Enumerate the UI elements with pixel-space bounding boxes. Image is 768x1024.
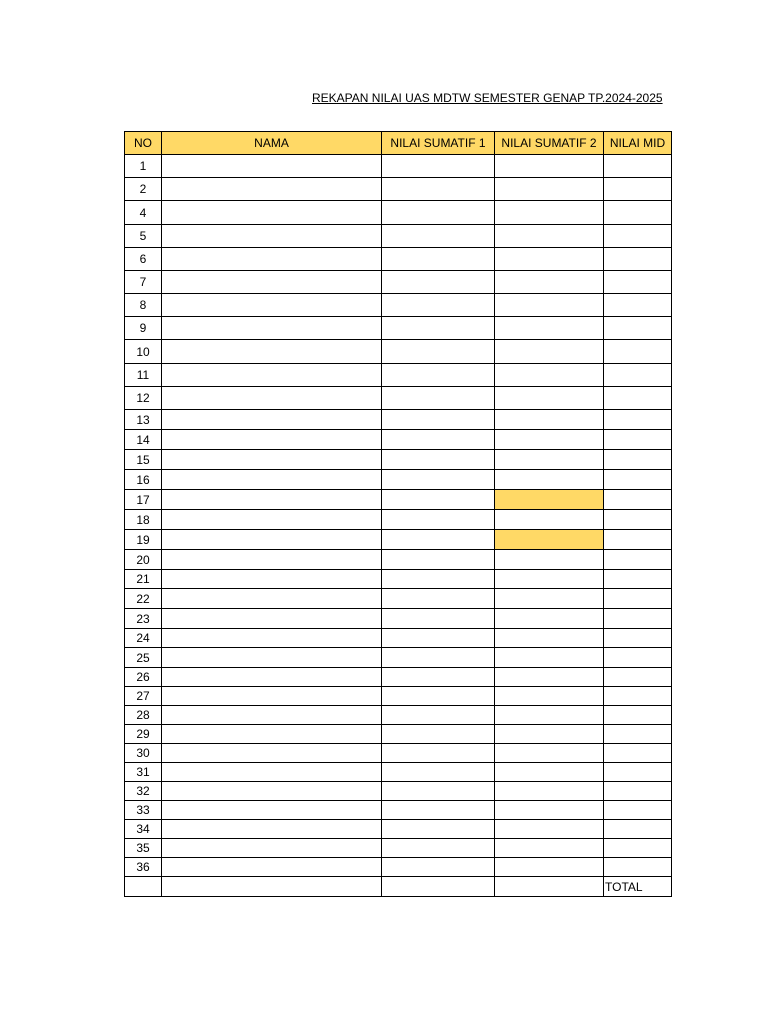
header-sumatif-1: NILAI SUMATIF 1 — [382, 132, 495, 155]
sumatif-1-cell[interactable] — [382, 706, 495, 725]
table-row — [125, 609, 672, 629]
row-number: 14 — [125, 430, 162, 450]
sumatif-2-cell[interactable] — [495, 782, 604, 801]
nama-cell[interactable] — [162, 687, 382, 706]
row-number: 18 — [125, 510, 162, 530]
table-row — [125, 248, 672, 271]
nama-cell[interactable] — [162, 340, 382, 364]
nama-cell[interactable] — [162, 763, 382, 782]
nilai-mid-cell[interactable] — [604, 317, 672, 340]
document-title: REKAPAN NILAI UAS MDTW SEMESTER GENAP TP.2024-2025 — [312, 91, 663, 105]
nama-cell[interactable] — [162, 570, 382, 589]
table-row — [125, 570, 672, 589]
table-row — [125, 725, 672, 744]
nama-cell[interactable] — [162, 271, 382, 294]
table-row — [125, 782, 672, 801]
row-number: 35 — [125, 839, 162, 858]
row-number: 17 — [125, 490, 162, 510]
row-number: 20 — [125, 550, 162, 570]
sumatif-1-cell[interactable] — [382, 668, 495, 687]
sumatif-2-cell[interactable] — [495, 570, 604, 589]
sumatif-1-cell[interactable] — [382, 155, 495, 178]
row-number: 23 — [125, 609, 162, 629]
nilai-mid-cell[interactable] — [604, 858, 672, 877]
sumatif-2-cell[interactable] — [495, 410, 604, 430]
nama-cell[interactable] — [162, 248, 382, 271]
row-number: 36 — [125, 858, 162, 877]
row-number: 8 — [125, 294, 162, 317]
nilai-mid-cell[interactable] — [604, 364, 672, 387]
nilai-mid-cell[interactable] — [604, 530, 672, 550]
sumatif-2-cell[interactable] — [495, 589, 604, 609]
sumatif-2-cell[interactable] — [495, 450, 604, 470]
table-row — [125, 340, 672, 364]
table-row — [125, 858, 672, 877]
nama-cell[interactable] — [162, 294, 382, 317]
nama-cell[interactable] — [162, 839, 382, 858]
sumatif-1-cell[interactable] — [382, 858, 495, 877]
sumatif-2-cell[interactable] — [495, 490, 604, 510]
sumatif-1-cell[interactable] — [382, 430, 495, 450]
sumatif-2-cell[interactable] — [495, 744, 604, 763]
row-number: 27 — [125, 687, 162, 706]
sumatif-2-cell[interactable] — [495, 248, 604, 271]
nama-cell[interactable] — [162, 317, 382, 340]
header-no: NO — [125, 132, 162, 155]
table-row — [125, 510, 672, 530]
row-number: 24 — [125, 629, 162, 648]
sumatif-2-cell[interactable] — [495, 271, 604, 294]
table-row — [125, 294, 672, 317]
row-number: 9 — [125, 317, 162, 340]
total-sumatif-1-cell — [382, 877, 495, 897]
sumatif-1-cell[interactable] — [382, 763, 495, 782]
row-number: 32 — [125, 782, 162, 801]
total-sumatif-2-cell — [495, 877, 604, 897]
nilai-mid-cell[interactable] — [604, 490, 672, 510]
row-number: 7 — [125, 271, 162, 294]
sumatif-1-cell[interactable] — [382, 589, 495, 609]
sumatif-1-cell[interactable] — [382, 364, 495, 387]
sumatif-1-cell[interactable] — [382, 530, 495, 550]
sumatif-1-cell[interactable] — [382, 294, 495, 317]
sumatif-2-cell[interactable] — [495, 225, 604, 248]
sumatif-2-cell[interactable] — [495, 510, 604, 530]
sumatif-1-cell[interactable] — [382, 340, 495, 364]
sumatif-1-cell[interactable] — [382, 201, 495, 225]
nilai-mid-cell[interactable] — [604, 248, 672, 271]
table-row — [125, 430, 672, 450]
sumatif-2-cell[interactable] — [495, 668, 604, 687]
nilai-mid-cell[interactable] — [604, 410, 672, 430]
sumatif-1-cell[interactable] — [382, 629, 495, 648]
table-row — [125, 155, 672, 178]
row-number: 33 — [125, 801, 162, 820]
row-number: 25 — [125, 648, 162, 668]
header-sumatif-2: NILAI SUMATIF 2 — [495, 132, 604, 155]
row-number: 15 — [125, 450, 162, 470]
table-row — [125, 763, 672, 782]
sumatif-2-cell[interactable] — [495, 550, 604, 570]
nama-cell[interactable] — [162, 178, 382, 201]
table-row — [125, 706, 672, 725]
sumatif-1-cell[interactable] — [382, 550, 495, 570]
table-row — [125, 470, 672, 490]
row-number: 31 — [125, 763, 162, 782]
sumatif-1-cell[interactable] — [382, 687, 495, 706]
nilai-mid-cell[interactable] — [604, 589, 672, 609]
sumatif-2-cell[interactable] — [495, 609, 604, 629]
table-row — [125, 364, 672, 387]
nilai-mid-cell[interactable] — [604, 782, 672, 801]
row-number: 12 — [125, 387, 162, 410]
sumatif-2-cell[interactable] — [495, 648, 604, 668]
sumatif-2-cell[interactable] — [495, 317, 604, 340]
row-number: 13 — [125, 410, 162, 430]
nama-cell[interactable] — [162, 744, 382, 763]
sumatif-2-cell[interactable] — [495, 530, 604, 550]
nama-cell[interactable] — [162, 510, 382, 530]
header-nama: NAMA — [162, 132, 382, 155]
nilai-mid-cell[interactable] — [604, 648, 672, 668]
nilai-mid-cell[interactable] — [604, 225, 672, 248]
nama-cell[interactable] — [162, 648, 382, 668]
row-number: 16 — [125, 470, 162, 490]
nilai-mid-cell[interactable] — [604, 387, 672, 410]
sumatif-1-cell[interactable] — [382, 510, 495, 530]
table-row — [125, 668, 672, 687]
sumatif-1-cell[interactable] — [382, 648, 495, 668]
nilai-mid-cell[interactable] — [604, 340, 672, 364]
nilai-mid-cell[interactable] — [604, 570, 672, 589]
row-number: 2 — [125, 178, 162, 201]
nilai-mid-cell[interactable] — [604, 201, 672, 225]
header-row — [125, 132, 672, 155]
row-number: 6 — [125, 248, 162, 271]
sumatif-1-cell[interactable] — [382, 317, 495, 340]
sumatif-1-cell[interactable] — [382, 178, 495, 201]
nilai-mid-cell[interactable] — [604, 687, 672, 706]
row-number: 5 — [125, 225, 162, 248]
nama-cell[interactable] — [162, 725, 382, 744]
row-number: 28 — [125, 706, 162, 725]
total-nama-cell — [162, 877, 382, 897]
row-number: 29 — [125, 725, 162, 744]
sumatif-1-cell[interactable] — [382, 490, 495, 510]
sumatif-2-cell[interactable] — [495, 706, 604, 725]
row-number: 34 — [125, 820, 162, 839]
nama-cell[interactable] — [162, 364, 382, 387]
table-row — [125, 744, 672, 763]
table-row — [125, 687, 672, 706]
total-no-cell — [125, 877, 162, 897]
nama-cell[interactable] — [162, 490, 382, 510]
total-label: TOTAL — [604, 877, 672, 897]
nama-cell[interactable] — [162, 430, 382, 450]
table-row — [125, 201, 672, 225]
nama-cell[interactable] — [162, 629, 382, 648]
table-row — [125, 178, 672, 201]
row-number: 30 — [125, 744, 162, 763]
table-row — [125, 225, 672, 248]
nama-cell[interactable] — [162, 410, 382, 430]
nilai-mid-cell[interactable] — [604, 609, 672, 629]
nilai-mid-cell[interactable] — [604, 801, 672, 820]
nilai-mid-cell[interactable] — [604, 763, 672, 782]
nama-cell[interactable] — [162, 706, 382, 725]
header-nilai-mid: NILAI MID — [604, 132, 672, 155]
sumatif-1-cell[interactable] — [382, 820, 495, 839]
nama-cell[interactable] — [162, 530, 382, 550]
nilai-mid-cell[interactable] — [604, 744, 672, 763]
table-row — [125, 629, 672, 648]
table-row — [125, 801, 672, 820]
table-row — [125, 648, 672, 668]
sumatif-2-cell[interactable] — [495, 155, 604, 178]
nama-cell[interactable] — [162, 450, 382, 470]
table-row — [125, 490, 672, 510]
nilai-mid-cell[interactable] — [604, 629, 672, 648]
table-row — [125, 839, 672, 858]
sumatif-2-cell[interactable] — [495, 470, 604, 490]
table-row — [125, 450, 672, 470]
table-row — [125, 530, 672, 550]
row-number: 1 — [125, 155, 162, 178]
nilai-mid-cell[interactable] — [604, 271, 672, 294]
sumatif-1-cell[interactable] — [382, 450, 495, 470]
sumatif-1-cell[interactable] — [382, 839, 495, 858]
table-row — [125, 271, 672, 294]
nama-cell[interactable] — [162, 387, 382, 410]
nilai-mid-cell[interactable] — [604, 178, 672, 201]
sumatif-2-cell[interactable] — [495, 387, 604, 410]
sumatif-1-cell[interactable] — [382, 782, 495, 801]
nilai-mid-cell[interactable] — [604, 820, 672, 839]
nama-cell[interactable] — [162, 589, 382, 609]
sumatif-1-cell[interactable] — [382, 225, 495, 248]
sumatif-2-cell[interactable] — [495, 725, 604, 744]
table-row — [125, 317, 672, 340]
row-number: 22 — [125, 589, 162, 609]
nilai-mid-cell[interactable] — [604, 550, 672, 570]
sumatif-1-cell[interactable] — [382, 470, 495, 490]
nilai-mid-cell[interactable] — [604, 510, 672, 530]
nama-cell[interactable] — [162, 820, 382, 839]
row-number: 19 — [125, 530, 162, 550]
sumatif-2-cell[interactable] — [495, 801, 604, 820]
sumatif-1-cell[interactable] — [382, 725, 495, 744]
table-row — [125, 410, 672, 430]
sumatif-2-cell[interactable] — [495, 178, 604, 201]
nama-cell[interactable] — [162, 782, 382, 801]
table-row — [125, 820, 672, 839]
sumatif-1-cell[interactable] — [382, 570, 495, 589]
sumatif-1-cell[interactable] — [382, 271, 495, 294]
nama-cell[interactable] — [162, 668, 382, 687]
nama-cell[interactable] — [162, 155, 382, 178]
nama-cell[interactable] — [162, 550, 382, 570]
sumatif-2-cell[interactable] — [495, 364, 604, 387]
nilai-mid-cell[interactable] — [604, 294, 672, 317]
nama-cell[interactable] — [162, 609, 382, 629]
sumatif-1-cell[interactable] — [382, 801, 495, 820]
sumatif-2-cell[interactable] — [495, 201, 604, 225]
row-number: 10 — [125, 340, 162, 364]
table-row — [125, 589, 672, 609]
nama-cell[interactable] — [162, 858, 382, 877]
nilai-mid-cell[interactable] — [604, 430, 672, 450]
sumatif-2-cell[interactable] — [495, 858, 604, 877]
sumatif-1-cell[interactable] — [382, 387, 495, 410]
sumatif-2-cell[interactable] — [495, 430, 604, 450]
sumatif-2-cell[interactable] — [495, 294, 604, 317]
nilai-mid-cell[interactable] — [604, 839, 672, 858]
sumatif-2-cell[interactable] — [495, 340, 604, 364]
sumatif-2-cell[interactable] — [495, 820, 604, 839]
sumatif-2-cell[interactable] — [495, 687, 604, 706]
grades-table — [124, 131, 672, 897]
sumatif-1-cell[interactable] — [382, 410, 495, 430]
nama-cell[interactable] — [162, 225, 382, 248]
row-number: 4 — [125, 201, 162, 225]
nilai-mid-cell[interactable] — [604, 668, 672, 687]
nilai-mid-cell[interactable] — [604, 725, 672, 744]
row-number: 21 — [125, 570, 162, 589]
nilai-mid-cell[interactable] — [604, 470, 672, 490]
table-row — [125, 550, 672, 570]
sumatif-2-cell[interactable] — [495, 763, 604, 782]
nama-cell[interactable] — [162, 470, 382, 490]
sumatif-1-cell[interactable] — [382, 248, 495, 271]
row-number: 26 — [125, 668, 162, 687]
nilai-mid-cell[interactable] — [604, 706, 672, 725]
nilai-mid-cell[interactable] — [604, 450, 672, 470]
sumatif-1-cell[interactable] — [382, 609, 495, 629]
total-row — [125, 877, 672, 897]
sumatif-2-cell[interactable] — [495, 839, 604, 858]
sumatif-2-cell[interactable] — [495, 629, 604, 648]
sumatif-1-cell[interactable] — [382, 744, 495, 763]
table-row — [125, 387, 672, 410]
nama-cell[interactable] — [162, 801, 382, 820]
row-number: 11 — [125, 364, 162, 387]
nilai-mid-cell[interactable] — [604, 155, 672, 178]
nama-cell[interactable] — [162, 201, 382, 225]
